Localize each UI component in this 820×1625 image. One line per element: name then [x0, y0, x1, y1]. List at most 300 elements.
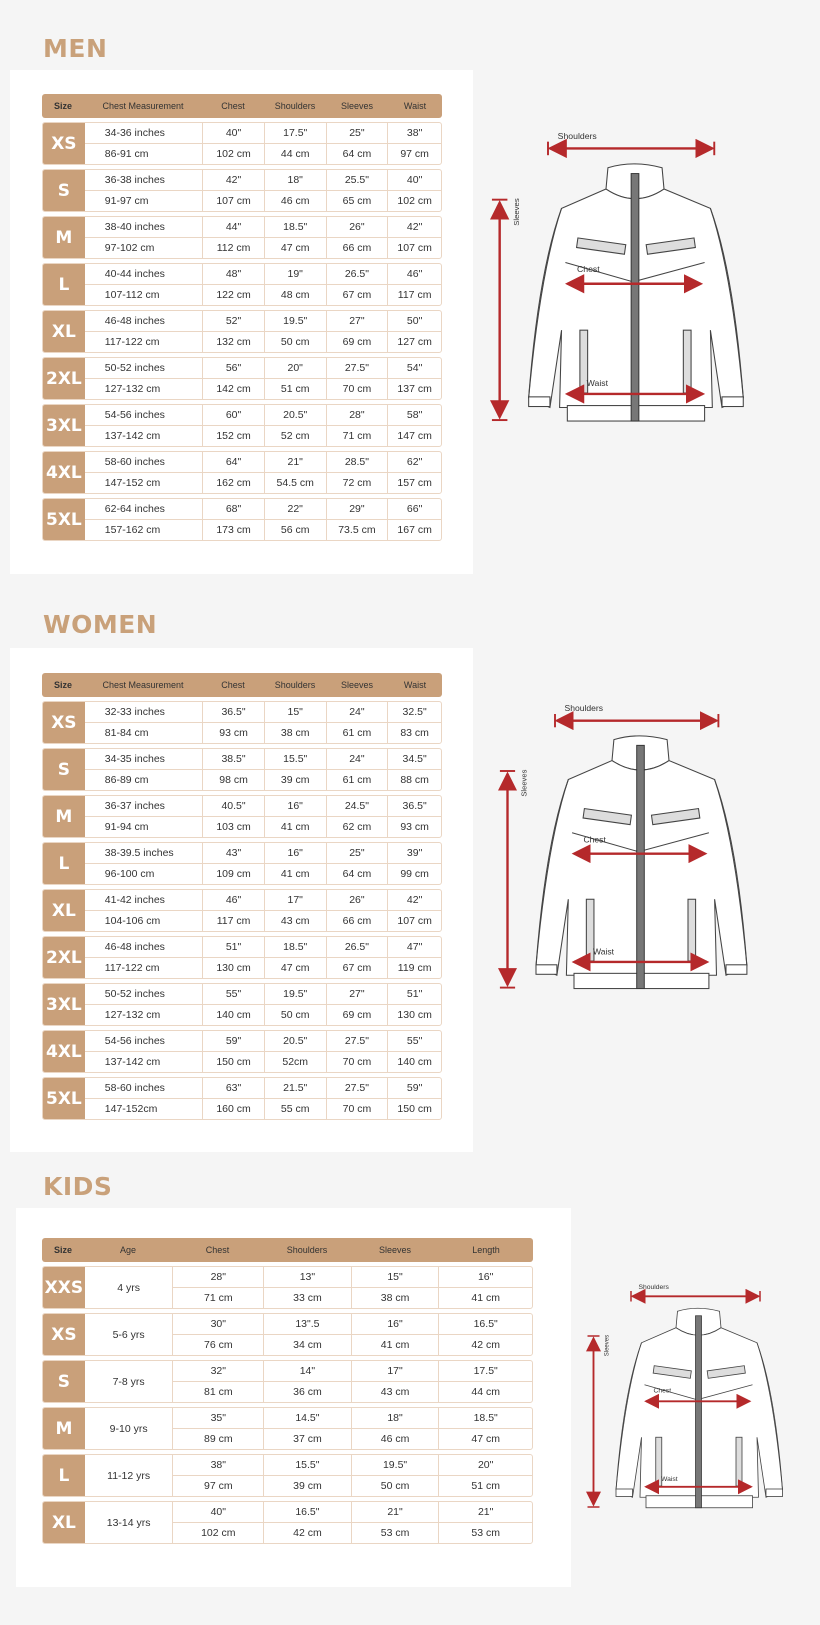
table-row	[42, 842, 442, 885]
sleeves-inches: 24"	[349, 753, 365, 765]
waist-cell	[387, 358, 441, 399]
sleeves-cm: 38 cm	[352, 1287, 439, 1308]
sleeves-inches: 28"	[349, 409, 365, 421]
sleeves-cm: 61 cm	[327, 722, 388, 743]
measure-inches: 34-35 inches	[104, 753, 165, 765]
svg-text:Waist: Waist	[593, 946, 615, 957]
chest-cell	[202, 843, 264, 884]
table-row	[42, 701, 442, 744]
chest-cm: 130 cm	[203, 957, 264, 978]
measure-cm: 157-162 cm	[85, 519, 202, 540]
chest-cm: 132 cm	[203, 331, 264, 352]
shoulders-cell	[264, 1078, 326, 1119]
chest-cell	[202, 1078, 264, 1119]
measure-cm: 137-142 cm	[85, 425, 202, 446]
chest-cell	[202, 937, 264, 978]
sleeves-cell	[326, 796, 388, 837]
waist-inches: 66"	[406, 503, 423, 515]
sleeves-inches: 29"	[349, 503, 365, 515]
sleeves-cell	[326, 749, 388, 790]
header-size: Size	[53, 101, 72, 111]
chest-measurement-cell	[85, 984, 202, 1025]
chest-inches: 46"	[225, 894, 242, 906]
table-row	[42, 1454, 533, 1497]
chest-cm: 142 cm	[203, 378, 264, 399]
chest-cm: 107 cm	[203, 190, 264, 211]
shoulders-cm: 44 cm	[265, 143, 326, 164]
measure-inches: 38-39.5 inches	[104, 847, 174, 859]
measure-cm: 86-91 cm	[85, 143, 202, 164]
chest-cell	[202, 358, 264, 399]
table-row	[42, 310, 442, 353]
sleeves-cell	[326, 123, 388, 164]
chest-cell	[202, 452, 264, 493]
shoulders-inches: 17"	[287, 894, 303, 906]
chest-inches: 48"	[225, 268, 242, 280]
waist-cell	[387, 1078, 441, 1119]
shoulders-cell	[264, 264, 326, 305]
measure-cm: 86-89 cm	[85, 769, 202, 790]
sleeves-inches: 15"	[387, 1271, 403, 1283]
jacket-illustration	[586, 1276, 811, 1516]
chest-inches: 51"	[225, 941, 242, 953]
waist-cell	[387, 1031, 441, 1072]
table-row	[42, 795, 442, 838]
chest-cell	[172, 1314, 263, 1355]
header-sleeves: Sleeves	[378, 1245, 412, 1255]
measure-inches: 41-42 inches	[104, 894, 165, 906]
header-length: Length	[472, 1245, 500, 1255]
sleeves-cell	[326, 311, 388, 352]
chest-cell	[202, 123, 264, 164]
shoulders-cm: 39 cm	[264, 1475, 351, 1496]
measure-inches: 58-60 inches	[104, 456, 165, 468]
size-label: L	[43, 264, 85, 305]
sleeves-cm: 67 cm	[327, 284, 388, 305]
measure-cm: 127-132 cm	[85, 1004, 202, 1025]
chest-measurement-cell	[85, 217, 202, 258]
sleeves-cell	[351, 1408, 439, 1449]
sleeves-cm: 43 cm	[352, 1381, 439, 1402]
svg-text:Waist: Waist	[661, 1475, 678, 1483]
chest-inches: 30"	[210, 1318, 226, 1330]
chest-measurement-cell	[85, 1031, 202, 1072]
sleeves-cm: 65 cm	[327, 190, 388, 211]
svg-text:Shoulders: Shoulders	[638, 1283, 669, 1291]
measure-inches: 50-52 inches	[104, 362, 165, 374]
shoulders-cell	[264, 749, 326, 790]
sleeves-cell	[326, 1031, 388, 1072]
chest-measurement-cell	[85, 170, 202, 211]
shoulders-cell	[264, 405, 326, 446]
measure-cm: 97-102 cm	[85, 237, 202, 258]
shoulders-inches: 18.5"	[283, 221, 308, 233]
table-row	[42, 263, 442, 306]
measure-cm: 117-122 cm	[85, 331, 202, 352]
chest-cell	[172, 1361, 263, 1402]
measure-inches: 36-37 inches	[104, 800, 165, 812]
chest-cm: 140 cm	[203, 1004, 264, 1025]
table-row	[42, 404, 442, 447]
chest-inches: 38.5"	[221, 753, 246, 765]
waist-cell	[387, 311, 441, 352]
header-chest-measurement: Chest Measurement	[102, 680, 184, 690]
waist-cm: 83 cm	[388, 722, 441, 743]
measure-inches: 36-38 inches	[104, 174, 165, 186]
table-row	[42, 1266, 533, 1309]
waist-cell	[387, 937, 441, 978]
chest-inches: 28"	[210, 1271, 226, 1283]
size-label: 5XL	[43, 1078, 85, 1119]
shoulders-cell	[263, 1502, 351, 1543]
shoulders-inches: 16"	[287, 847, 303, 859]
measure-cm: 127-132 cm	[85, 378, 202, 399]
shoulders-inches: 19"	[287, 268, 303, 280]
chest-inches: 42"	[225, 174, 242, 186]
shoulders-cm: 51 cm	[265, 378, 326, 399]
chest-cell	[202, 702, 264, 743]
sleeves-cell	[326, 358, 388, 399]
size-label: XS	[43, 123, 85, 164]
sleeves-cell	[351, 1314, 439, 1355]
sleeves-inches: 25.5"	[344, 174, 369, 186]
measure-cm: 96-100 cm	[85, 863, 202, 884]
chest-cm: 71 cm	[173, 1287, 263, 1308]
sleeves-inches: 26.5"	[344, 268, 369, 280]
waist-cell	[387, 702, 441, 743]
sleeves-cm: 66 cm	[327, 910, 388, 931]
size-label: 4XL	[43, 452, 85, 493]
header-shoulders: Shoulders	[286, 1245, 328, 1255]
measure-cm: 91-97 cm	[85, 190, 202, 211]
sleeves-cell	[351, 1267, 439, 1308]
table-row	[42, 983, 442, 1026]
shoulders-inches: 18.5"	[283, 941, 308, 953]
sleeves-cell	[326, 843, 388, 884]
length-cell	[438, 1361, 532, 1402]
sleeves-cell	[326, 937, 388, 978]
waist-cell	[387, 984, 441, 1025]
table-header	[42, 94, 442, 118]
sleeves-cell	[326, 170, 388, 211]
shoulders-inches: 15.5"	[283, 753, 308, 765]
svg-text:Sleeves: Sleeves	[604, 1334, 611, 1357]
sleeves-cell	[326, 264, 388, 305]
women-jacket-diagram	[498, 697, 783, 997]
waist-cm: 99 cm	[388, 863, 441, 884]
size-label: XL	[43, 1502, 85, 1543]
shoulders-cm: 47 cm	[265, 957, 326, 978]
waist-inches: 42"	[406, 221, 423, 233]
chest-measurement-cell	[85, 1078, 202, 1119]
age-cell: 4 yrs	[117, 1281, 141, 1294]
length-inches: 21"	[477, 1506, 494, 1518]
chest-inches: 59"	[225, 1035, 242, 1047]
svg-text:Sleeves: Sleeves	[519, 769, 529, 797]
chest-measurement-cell	[85, 405, 202, 446]
chest-cell	[202, 405, 264, 446]
size-label: XXS	[43, 1267, 85, 1308]
measure-inches: 50-52 inches	[104, 988, 165, 1000]
sleeves-cm: 69 cm	[327, 1004, 388, 1025]
table-row	[42, 1360, 533, 1403]
sleeves-inches: 24"	[349, 706, 365, 718]
age-cell: 13-14 yrs	[106, 1516, 151, 1529]
chest-cell	[172, 1455, 263, 1496]
sleeves-cm: 46 cm	[352, 1428, 439, 1449]
table-header	[42, 1238, 533, 1262]
length-cm: 47 cm	[439, 1428, 532, 1449]
header-chest: Chest	[205, 1245, 230, 1255]
sleeves-cell	[351, 1455, 439, 1496]
sleeves-inches: 26"	[349, 221, 365, 233]
sleeves-inches: 17"	[387, 1365, 403, 1377]
sleeves-inches: 21"	[387, 1506, 403, 1518]
measure-inches: 62-64 inches	[104, 503, 165, 515]
chest-cell	[202, 217, 264, 258]
chest-cell	[202, 796, 264, 837]
measure-cm: 107-112 cm	[85, 284, 202, 305]
chest-inches: 55"	[225, 988, 242, 1000]
chest-inches: 52"	[225, 315, 242, 327]
sleeves-cell	[351, 1502, 439, 1543]
shoulders-cm: 43 cm	[265, 910, 326, 931]
sleeves-cm: 64 cm	[327, 143, 388, 164]
sleeves-cm: 73.5 cm	[327, 519, 388, 540]
sleeves-cell	[326, 702, 388, 743]
measure-cm: 137-142 cm	[85, 1051, 202, 1072]
shoulders-cell	[263, 1314, 351, 1355]
chest-cell	[202, 311, 264, 352]
waist-cm: 107 cm	[388, 237, 441, 258]
shoulders-cell	[264, 937, 326, 978]
table-row	[42, 1407, 533, 1450]
chest-inches: 40"	[210, 1506, 226, 1518]
size-label: XL	[43, 890, 85, 931]
waist-inches: 51"	[406, 988, 423, 1000]
chest-inches: 32"	[210, 1365, 226, 1377]
header-size: Size	[53, 1245, 72, 1255]
sleeves-cm: 62 cm	[327, 816, 388, 837]
waist-inches: 59"	[406, 1082, 423, 1094]
measure-cm: 91-94 cm	[85, 816, 202, 837]
size-label: L	[43, 1455, 85, 1496]
svg-text:Shoulders: Shoulders	[557, 130, 597, 141]
chest-inches: 40.5"	[221, 800, 246, 812]
sleeves-cm: 53 cm	[352, 1522, 439, 1543]
jacket-illustration	[498, 697, 783, 997]
shoulders-inches: 22"	[287, 503, 303, 515]
shoulders-cm: 52cm	[265, 1051, 326, 1072]
chest-measurement-cell	[85, 499, 202, 540]
waist-cm: 147 cm	[388, 425, 441, 446]
shoulders-inches: 19.5"	[283, 315, 308, 327]
waist-cm: 107 cm	[388, 910, 441, 931]
sleeves-cell	[326, 499, 388, 540]
svg-text:Chest: Chest	[653, 1387, 672, 1395]
chest-measurement-cell	[85, 937, 202, 978]
section-title-women: WOMEN	[43, 610, 158, 639]
waist-cell	[387, 890, 441, 931]
size-label: 3XL	[43, 405, 85, 446]
waist-cm: 167 cm	[388, 519, 441, 540]
shoulders-cell	[263, 1267, 351, 1308]
size-label: L	[43, 843, 85, 884]
waist-cell	[387, 264, 441, 305]
size-label: S	[43, 1361, 85, 1402]
header-chest: Chest	[221, 680, 245, 690]
waist-inches: 58"	[406, 409, 423, 421]
size-label: M	[43, 796, 85, 837]
shoulders-cell	[263, 1361, 351, 1402]
shoulders-cell	[263, 1408, 351, 1449]
shoulders-cell	[263, 1455, 351, 1496]
sleeves-cm: 72 cm	[327, 472, 388, 493]
shoulders-cm: 42 cm	[264, 1522, 351, 1543]
shoulders-inches: 19.5"	[283, 988, 308, 1000]
shoulders-cell	[264, 984, 326, 1025]
sleeves-inches: 27.5"	[344, 1035, 369, 1047]
chest-inches: 35"	[210, 1412, 226, 1424]
length-cell	[438, 1267, 532, 1308]
shoulders-inches: 15.5"	[295, 1459, 320, 1471]
age-cell: 11-12 yrs	[107, 1469, 151, 1482]
chest-cm: 98 cm	[203, 769, 264, 790]
measure-inches: 46-48 inches	[104, 315, 165, 327]
sleeves-cm: 70 cm	[327, 378, 388, 399]
shoulders-cell	[264, 843, 326, 884]
waist-cm: 102 cm	[388, 190, 441, 211]
chest-cm: 109 cm	[203, 863, 264, 884]
length-inches: 16"	[477, 1271, 494, 1283]
chest-cm: 93 cm	[203, 722, 264, 743]
chest-cell	[202, 749, 264, 790]
sleeves-cm: 41 cm	[352, 1334, 439, 1355]
shoulders-cell	[264, 170, 326, 211]
length-cm: 42 cm	[439, 1334, 532, 1355]
size-label: 2XL	[43, 937, 85, 978]
age-cell: 7-8 yrs	[112, 1375, 145, 1388]
table-row	[42, 1077, 442, 1120]
shoulders-cm: 48 cm	[265, 284, 326, 305]
waist-inches: 36.5"	[402, 800, 427, 812]
sleeves-cell	[326, 1078, 388, 1119]
chest-inches: 60"	[225, 409, 242, 421]
waist-cell	[387, 452, 441, 493]
chest-cm: 117 cm	[203, 910, 264, 931]
chest-cm: 81 cm	[173, 1381, 263, 1402]
chest-cm: 76 cm	[173, 1334, 263, 1355]
length-cell	[438, 1502, 532, 1543]
sleeves-cm: 50 cm	[352, 1475, 439, 1496]
sleeves-inches: 27"	[349, 988, 365, 1000]
measure-cm: 147-152cm	[85, 1098, 202, 1119]
measure-cm: 104-106 cm	[85, 910, 202, 931]
shoulders-cm: 50 cm	[265, 331, 326, 352]
waist-inches: 50"	[406, 315, 423, 327]
shoulders-cell	[264, 311, 326, 352]
sleeves-inches: 25"	[349, 847, 365, 859]
waist-cm: 137 cm	[388, 378, 441, 399]
size-label: 3XL	[43, 984, 85, 1025]
header-shoulders: Shoulders	[274, 680, 316, 690]
chest-inches: 36.5"	[221, 706, 246, 718]
chest-inches: 40"	[225, 127, 242, 139]
measure-inches: 40-44 inches	[104, 268, 165, 280]
chest-cm: 122 cm	[203, 284, 264, 305]
waist-cell	[387, 499, 441, 540]
chest-inches: 44"	[225, 221, 242, 233]
shoulders-inches: 20.5"	[283, 1035, 308, 1047]
waist-cm: 97 cm	[388, 143, 441, 164]
age-cell: 9-10 yrs	[109, 1422, 148, 1435]
svg-text:Shoulders: Shoulders	[564, 703, 603, 714]
sleeves-cm: 70 cm	[327, 1098, 388, 1119]
measure-inches: 58-60 inches	[104, 1082, 165, 1094]
women-size-table	[42, 673, 442, 1120]
measure-inches: 38-40 inches	[104, 221, 165, 233]
shoulders-inches: 13"	[299, 1271, 316, 1283]
shoulders-cm: 38 cm	[265, 722, 326, 743]
shoulders-cm: 36 cm	[264, 1381, 351, 1402]
waist-inches: 39"	[406, 847, 423, 859]
length-cell	[438, 1455, 532, 1496]
shoulders-inches: 16.5"	[295, 1506, 320, 1518]
svg-text:Waist: Waist	[586, 378, 609, 389]
shoulders-inches: 20"	[287, 362, 303, 374]
shoulders-cell	[264, 796, 326, 837]
shoulders-cm: 34 cm	[264, 1334, 351, 1355]
waist-inches: 46"	[406, 268, 423, 280]
chest-cell	[172, 1408, 263, 1449]
shoulders-inches: 17.5"	[283, 127, 308, 139]
chest-inches: 43"	[225, 847, 242, 859]
waist-cm: 119 cm	[388, 957, 441, 978]
waist-inches: 47"	[406, 941, 423, 953]
shoulders-cm: 33 cm	[264, 1287, 351, 1308]
sleeves-inches: 28.5"	[344, 456, 369, 468]
shoulders-cm: 46 cm	[265, 190, 326, 211]
chest-measurement-cell	[85, 311, 202, 352]
shoulders-cm: 47 cm	[265, 237, 326, 258]
chest-measurement-cell	[85, 358, 202, 399]
length-inches: 18.5"	[473, 1412, 498, 1424]
shoulders-inches: 20.5"	[283, 409, 308, 421]
sleeves-inches: 24.5"	[344, 800, 369, 812]
chest-cm: 160 cm	[203, 1098, 264, 1119]
shoulders-cm: 39 cm	[265, 769, 326, 790]
chest-cm: 103 cm	[203, 816, 264, 837]
sleeves-cell	[326, 890, 388, 931]
table-row	[42, 451, 442, 494]
waist-inches: 55"	[406, 1035, 423, 1047]
measure-cm: 147-152 cm	[85, 472, 202, 493]
waist-cm: 88 cm	[388, 769, 441, 790]
header-sleeves: Sleeves	[340, 101, 374, 111]
chest-measurement-cell	[85, 749, 202, 790]
chest-inches: 38"	[210, 1459, 226, 1471]
chest-cell	[202, 890, 264, 931]
chest-cm: 89 cm	[173, 1428, 263, 1449]
waist-inches: 32.5"	[402, 706, 427, 718]
chest-measurement-cell	[85, 123, 202, 164]
section-title-kids: KIDS	[43, 1172, 113, 1201]
shoulders-cell	[264, 452, 326, 493]
chest-inches: 68"	[225, 503, 242, 515]
table-row	[42, 1501, 533, 1544]
length-inches: 20"	[477, 1459, 494, 1471]
measure-inches: 34-36 inches	[104, 127, 165, 139]
